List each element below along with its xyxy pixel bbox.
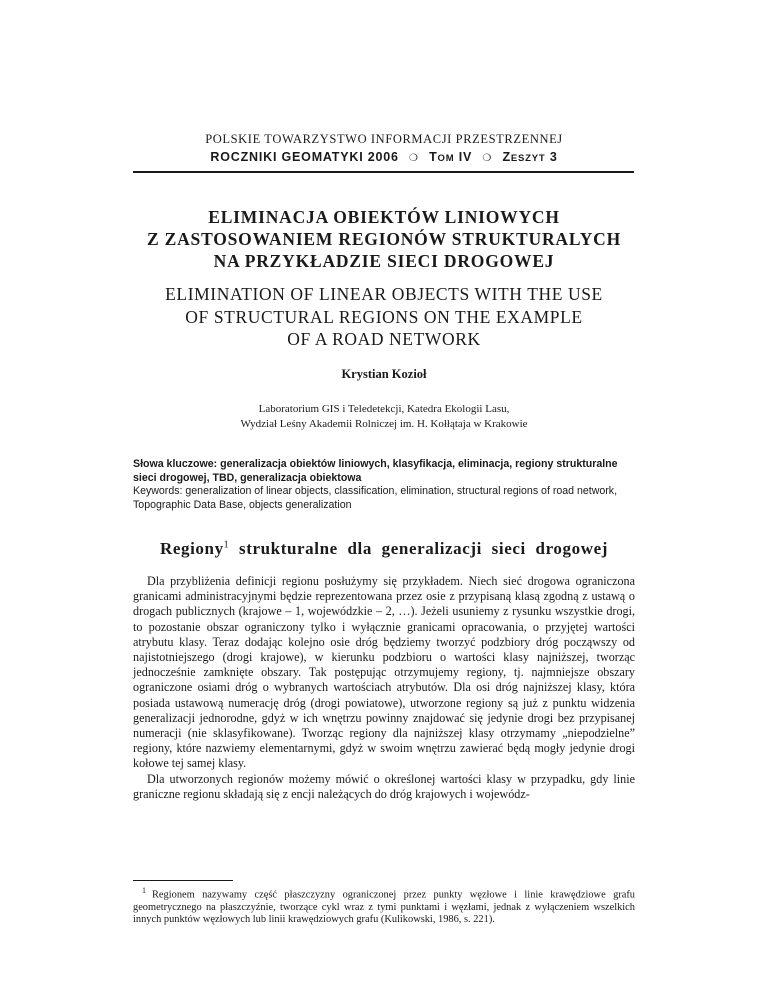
affiliation-line: Wydział Leśny Akademii Rolniczej im. H. Kołłątaja w Krakowie [240, 417, 528, 430]
paragraph: Dla przybliżenia definicji regionu posłużymy się przykładem. Niech sieć drogowa ograniczona granicami administracyjnymi będzie reprezentowana przez osie z przypisaną klasą zgodną z ustawą o drogach publicznych (krajowe – 1, wojewódzkie – 2, …). Jeżeli usuniemy z rysunku wszystkie drogi, to pozostanie obszar ograniczony tylko i wyłącznie granicami opracowania, o przyjętej wartości atrybutu klasy. Teraz dodając kolejno osie dróg będziemy tworzyć podzbiory dróg począwszy od najistotniejszego (drogi krajowe), w kierunku podzbioru o wartości klasy najniższej, tworząc jednocześnie zamknięte obszary. Tak postępując otrzymujemy regiony, tj. najmniejsze obszary ograniczone osiami dróg o wybranych wartościach atrybutów. Dla osi dróg najniższej klasy, która posiada ustawową numerację dróg (drogi powiatowe), utworzone regiony są już z punktu widzenia generalizacji jednorodne, gdyż w ich wnętrzu powinny znajdować się jedynie drogi bez przypisanej numeracji (nie sklasyfikowane). Tworząc regiony dla najniższej klasy otrzymamy „niepodzielne” regiony, które nazwiemy elementarnymi, gdyż w swoim wnętrzu zawierać będą mogły jedynie drogi kołowe tej samej klasy. [133, 574, 635, 771]
title-english-line: OF STRUCTURAL REGIONS ON THE EXAMPLE [185, 306, 583, 327]
affiliation-line: Laboratorium GIS i Teledetekcji, Katedra Ekologii Lasu, [258, 403, 510, 415]
keywords-english: Keywords: generalization of linear objects, classification, elimination, structural regions of road network, Topographic Data Base, objects generalization [133, 485, 618, 511]
title-polish-line: Z ZASTOSOWANIEM REGIONÓW STRUKTURALYCH [146, 229, 621, 249]
footnote-mark: 1 [142, 886, 146, 895]
title-english-line: ELIMINATION OF LINEAR OBJECTS WITH THE USE [165, 284, 603, 304]
title-english-line: OF A ROAD NETWORK [287, 329, 481, 349]
issue-number: 3 [549, 150, 558, 164]
journal-title: ROCZNIKI GEOMATYKI 2006 [210, 150, 399, 164]
footnote-text: Regionem nazywamy część płaszczyzny ograniczonej przez punkty węzłowe i linie krawędziowe grafu geometrycznego na płaszczyźnie, tworzące cykl wraz z tymi punktami i węzłami, jednak z wyłączeniem wszelkich innych punktów węzłowych lub linii krawędziowych grafu (Kulikowski, 1986, s. 221). [133, 889, 635, 926]
keywords-block [133, 458, 635, 512]
volume-label: TOM [429, 150, 455, 164]
section-heading: Regiony$^1$ strukturalne dla generalizacji sieci drogowej [159, 539, 609, 558]
body-text [133, 574, 635, 802]
paragraph: Dla utworzonych regionów możemy mówić o określonej wartości klasy w przypadku, gdy linie graniczne regionu składają się z encji należących do dróg krajowych i wojewódz- [133, 771, 635, 801]
footnote-reference[interactable]: 1 [223, 539, 230, 551]
keywords-polish: Słowa kluczowe: generalizacja obiektów liniowych, klasyfikacja, eliminacja, regiony strukturalne sieci drogowej, TBD, generalizacja obiektowa [133, 458, 618, 484]
circle-outline-icon: ❍ [482, 153, 493, 164]
footnote-rule [133, 880, 233, 881]
title-polish-line: NA PRZYKŁADZIE SIECI DROGOWEJ [213, 251, 555, 271]
society-name: POLSKIE TOWARZYSTWO INFORMACJI PRZESTRZENNEJ [205, 132, 563, 146]
circle-outline-icon: ❍ [409, 153, 419, 164]
title-polish [100, 206, 668, 272]
volume-number: IV [458, 150, 473, 164]
footnote [133, 885, 635, 927]
affiliation [0, 402, 768, 431]
title-polish-line: ELIMINACJA OBIEKTÓW LINIOWYCH [208, 207, 560, 227]
journal-line [0, 150, 768, 164]
title-english [100, 283, 668, 351]
author-name: Krystian Kozioł [341, 367, 427, 381]
header-rule [133, 171, 634, 173]
issue-label: ZESZYT [502, 150, 546, 164]
